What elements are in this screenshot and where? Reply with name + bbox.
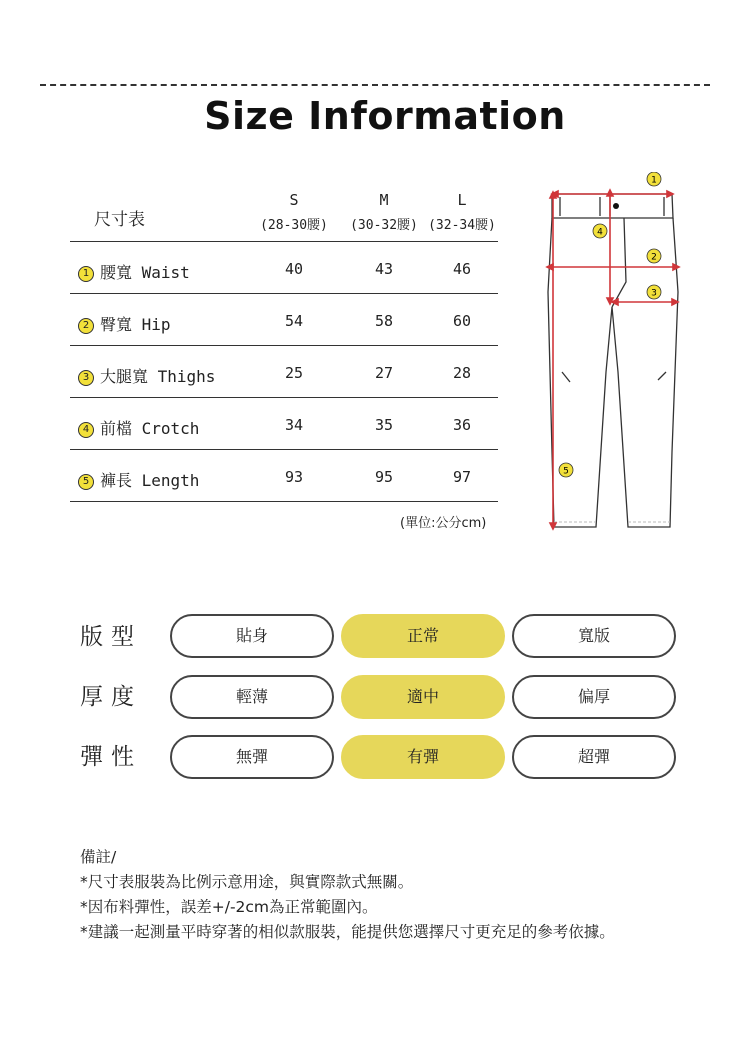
row-label [78,416,199,439]
thickness-option-thin: 輕薄 [170,675,334,719]
cell-value: 35 [374,416,394,434]
notes-section [80,845,615,945]
button-icon [613,203,619,209]
elasticity-label: 彈性 [80,744,142,770]
marker-3-label: 3 [651,288,657,299]
marker-badge: 1 [78,266,94,282]
marker-badge: 5 [78,474,94,490]
table-row-waist [70,242,498,294]
notes-heading: 備註/ [80,848,117,866]
marker-badge: 3 [78,370,94,386]
cell-value: 93 [284,468,304,486]
row-label [78,260,190,283]
size-table [70,185,498,502]
row-label-text: 大腿寬 Thighs [100,367,216,386]
cell-value: 43 [374,260,394,278]
row-label [78,312,171,335]
size-column-m [344,185,424,233]
note-line: *建議一起測量平時穿著的相似款服裝，能提供您選擇尺寸更充足的參考依據。 [80,923,615,941]
marker-4-label: 4 [597,227,603,238]
fit-label: 版型 [80,624,142,650]
elasticity-option-stretch: 有彈 [341,735,505,779]
thickness-label: 厚度 [80,684,142,710]
marker-badge: 4 [78,422,94,438]
fit-option-regular: 正常 [341,614,505,658]
size-range: (30-32腰) [350,218,418,233]
size-name: L [457,191,467,209]
cell-value: 54 [284,312,304,330]
cell-value: 34 [284,416,304,434]
size-range: (32-34腰) [428,218,496,233]
note-line: *尺寸表服裝為比例示意用途，與實際款式無關。 [80,873,414,891]
top-dashed-divider [40,84,710,86]
unit-note: (單位:公分cm) [400,516,487,531]
cell-value: 40 [284,260,304,278]
page-title: Size Information [204,94,566,138]
table-row-length [70,450,498,502]
size-column-l [422,185,502,233]
cell-value: 25 [284,364,304,382]
row-label [78,468,199,491]
thickness-option-medium: 適中 [341,675,505,719]
elasticity-option-none: 無彈 [170,735,334,779]
pants-measurement-diagram [540,172,690,532]
size-name: S [289,191,299,209]
marker-5-label: 5 [563,466,569,477]
cell-value: 58 [374,312,394,330]
row-label [78,364,215,387]
table-row-crotch [70,398,498,450]
cell-value: 27 [374,364,394,382]
table-header [70,185,498,242]
row-label-text: 褲長 Length [100,471,200,490]
table-row-thighs [70,346,498,398]
note-line: *因布料彈性，誤差+/-2cm為正常範圍內。 [80,898,378,916]
cell-value: 97 [452,468,472,486]
row-label-text: 臀寬 Hip [100,315,171,334]
size-range: (28-30腰) [260,218,328,233]
row-label-text: 腰寬 Waist [100,263,190,282]
cell-value: 95 [374,468,394,486]
thickness-option-thick: 偏厚 [512,675,676,719]
fit-option-wide: 寬版 [512,614,676,658]
cell-value: 46 [452,260,472,278]
elasticity-option-super: 超彈 [512,735,676,779]
size-column-s [254,185,334,233]
table-row-hip [70,294,498,346]
marker-badge: 2 [78,318,94,334]
cell-value: 36 [452,416,472,434]
marker-1-label: 1 [651,175,657,186]
marker-2-label: 2 [651,252,657,263]
cell-value: 60 [452,312,472,330]
row-label-text: 前檔 Crotch [100,419,200,438]
size-name: M [379,191,389,209]
cell-value: 28 [452,364,472,382]
table-corner-label: 尺寸表 [94,210,145,230]
fit-option-slim: 貼身 [170,614,334,658]
measure-lines [547,190,679,529]
